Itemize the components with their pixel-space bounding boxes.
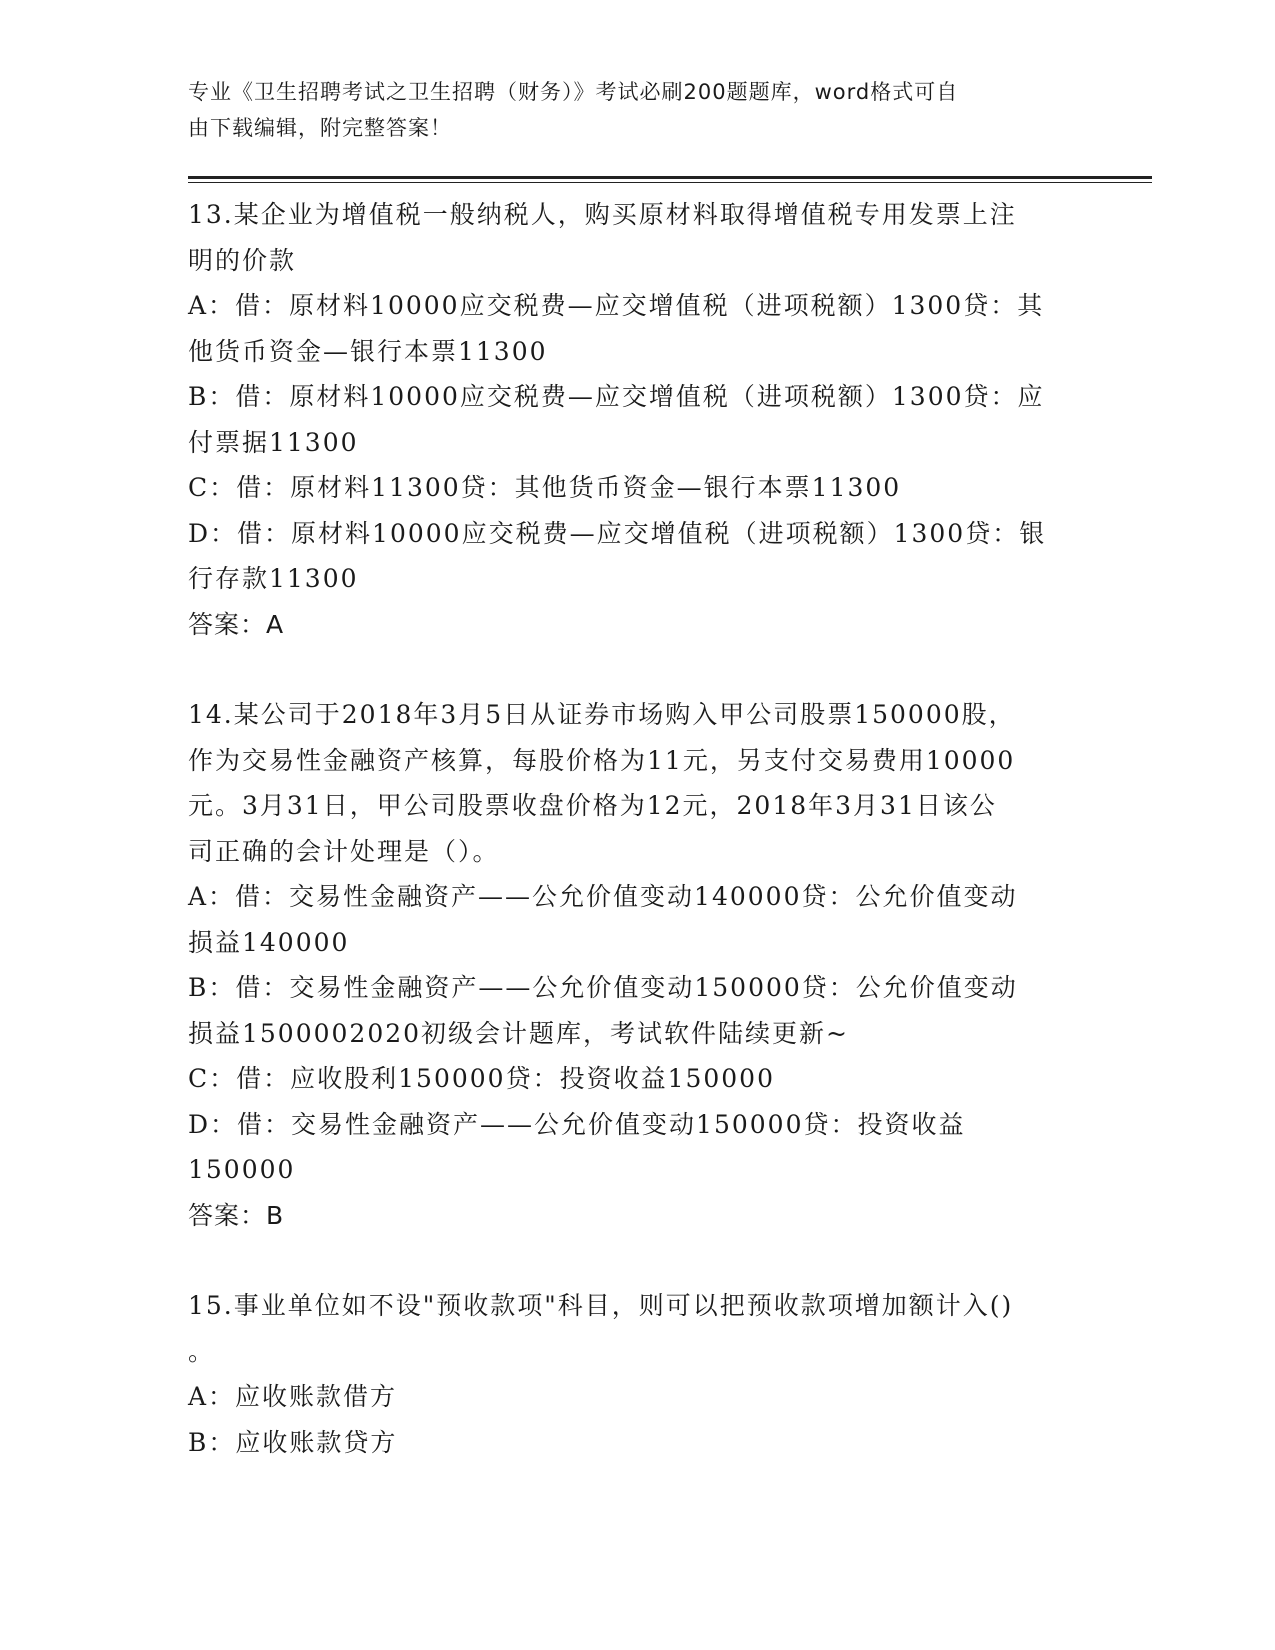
option-b-line: B：借：交易性金融资产——公允价值变动150000贷：公允价值变动: [188, 973, 1018, 1002]
question-stem-line: 元。3月31日，甲公司股票收盘价格为12元，2018年3月31日该公: [188, 791, 997, 820]
option-c-line: C：借：原材料11300贷：其他货币资金—银行本票11300: [188, 473, 902, 502]
question-15: [188, 1283, 1088, 1465]
option-a-line: A：借：交易性金融资产——公允价值变动140000贷：公允价值变动: [188, 882, 1018, 911]
option-d-line: 行存款11300: [188, 564, 359, 593]
option-a-line: A：借：原材料10000应交税费—应交增值税（进项税额）1300贷：其: [188, 291, 1045, 320]
answer-label: 答案：B: [188, 1200, 285, 1230]
question-14: [188, 692, 1088, 1238]
header-line-1: 专业《卫生招聘考试之卫生招聘（财务）》考试必刷200题题库，word格式可自: [188, 80, 959, 104]
question-stem-line: 明的价款: [188, 245, 297, 275]
question-13: [188, 192, 1088, 647]
question-spacer: [188, 647, 1088, 692]
question-stem-line: 司正确的会计处理是（）。: [188, 836, 500, 866]
option-d-line: D：借：原材料10000应交税费—应交增值税（进项税额）1300贷：银: [188, 518, 1047, 548]
question-spacer: [188, 1238, 1088, 1283]
header-line-2: 由下载编辑，附完整答案！: [188, 116, 452, 140]
option-b-line: B：应收账款贷方: [188, 1427, 398, 1457]
question-list: [188, 192, 1088, 1465]
option-a-line: 他货币资金—银行本票11300: [188, 336, 548, 366]
option-a-line: A：应收账款借方: [188, 1382, 398, 1411]
option-a-line: 损益140000: [188, 927, 350, 957]
option-d-line: 150000: [188, 1155, 296, 1184]
question-stem-line: 15.事业单位如不设"预收款项"科目，则可以把预收款项增加额计入(): [188, 1291, 1014, 1320]
answer-label: 答案：A: [188, 609, 285, 639]
question-stem-line: 。: [188, 1336, 216, 1366]
question-stem-line: 13.某企业为增值税一般纳税人，购买原材料取得增值税专用发票上注: [188, 200, 1017, 229]
header-divider-thin: [188, 182, 1152, 183]
option-c-line: C：借：应收股利150000贷：投资收益150000: [188, 1064, 775, 1093]
document-header: [188, 74, 1068, 146]
question-stem-line: 14.某公司于2018年3月5日从证券市场购入甲公司股票150000股，: [188, 700, 1016, 729]
option-d-line: D：借：交易性金融资产——公允价值变动150000贷：投资收益: [188, 1109, 966, 1139]
header-divider-thick: [188, 176, 1152, 179]
option-b-line: 付票据11300: [188, 427, 359, 457]
question-stem-line: 作为交易性金融资产核算，每股价格为11元，另支付交易费用10000: [188, 745, 1016, 775]
option-b-line: B：借：原材料10000应交税费—应交增值税（进项税额）1300贷：应: [188, 382, 1045, 411]
option-b-line: 损益1500002020初级会计题库，考试软件陆续更新~: [188, 1018, 850, 1048]
